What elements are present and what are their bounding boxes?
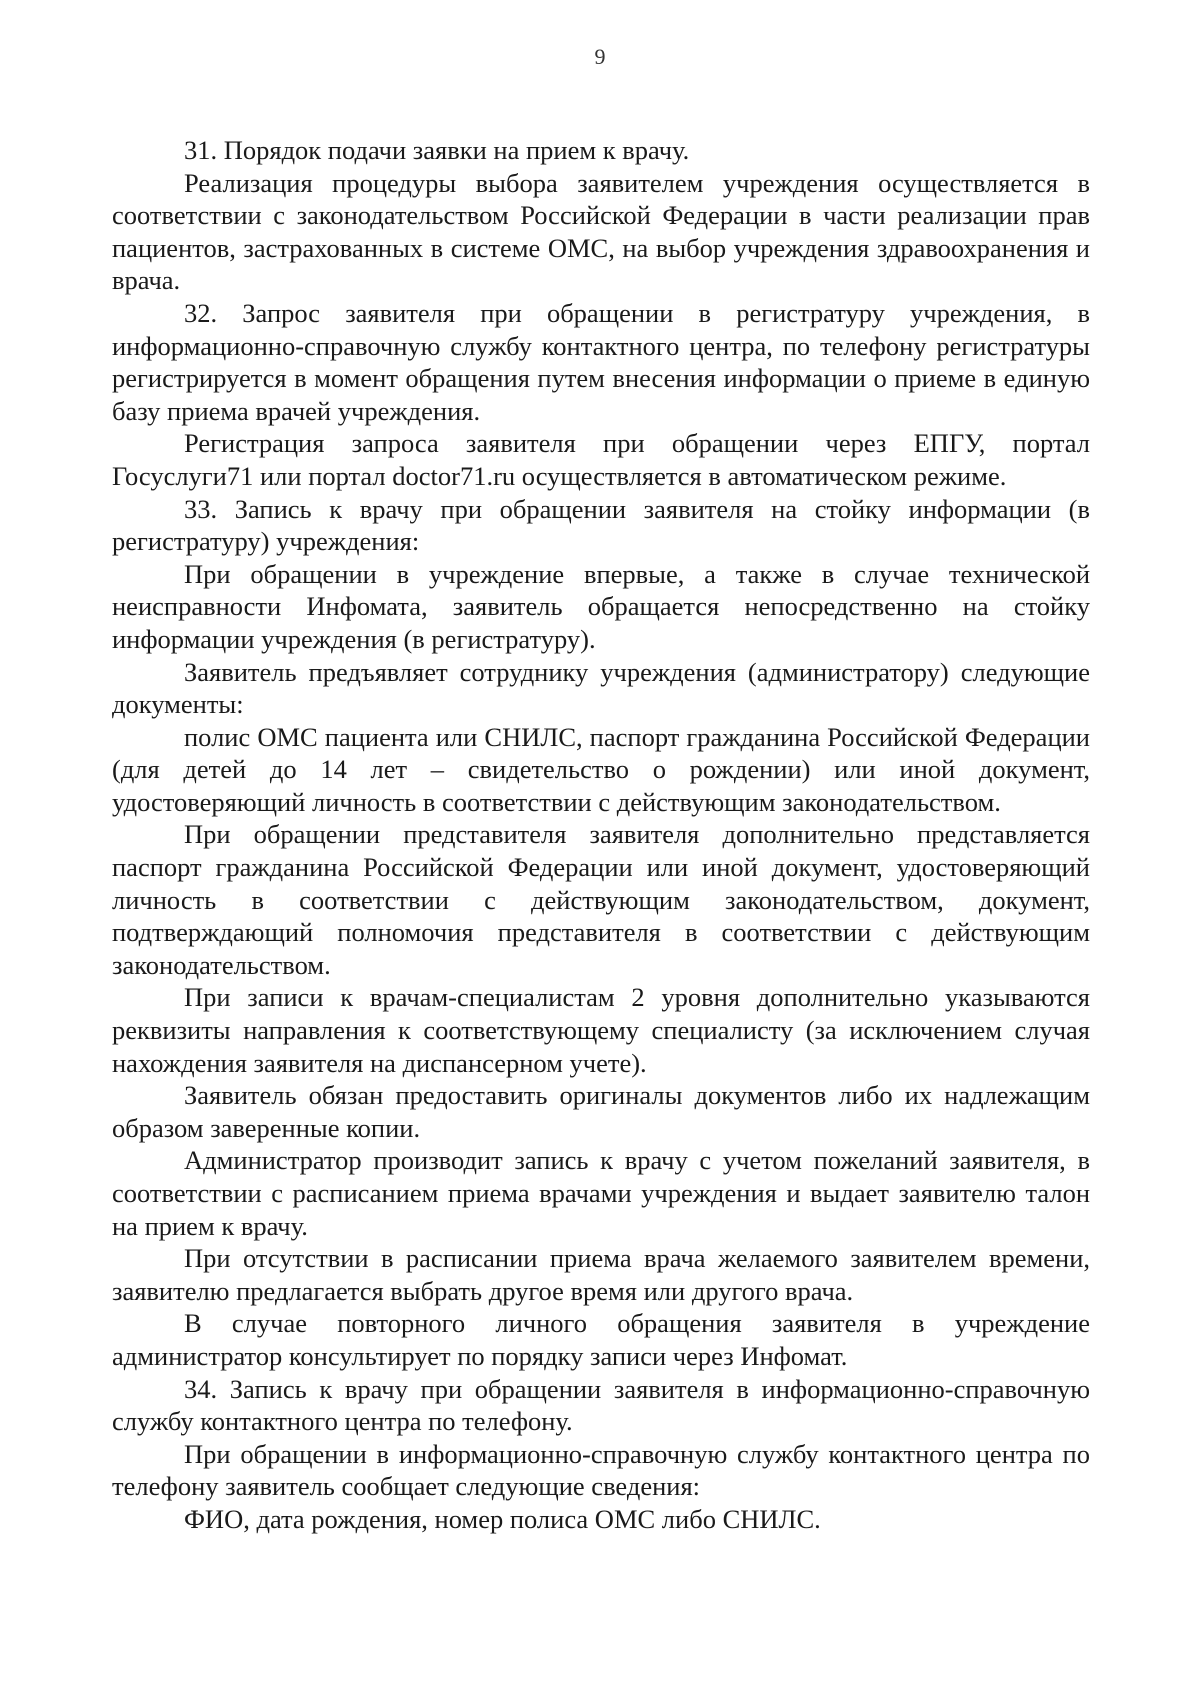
paragraph: При отсутствии в расписании приема врача желаемого заявителем времени, заявителю предлагается выбрать другое время или другого врача. — [112, 1243, 1090, 1306]
paragraph: Регистрация запроса заявителя при обращении через ЕПГУ, портал Госуслуги71 или портал doctor71.ru осуществляется в автоматическом режиме. — [112, 428, 1090, 491]
paragraph: 32. Запрос заявителя при обращении в регистратуру учреждения, в информационно-справочную службу контактного центра, по телефону регистратуры регистрируется в момент обращения путем внесения информации о приеме в единую базу приема врачей учреждения. — [112, 297, 1090, 426]
paragraph: 33. Запись к врачу при обращении заявителя на стойку информации (в регистратуру) учреждения: — [112, 493, 1090, 557]
paragraph: Реализация процедуры выбора заявителем учреждения осуществляется в соответствии с законодательством Российской Федерации в части реализации прав пациентов, застрахованных в системе ОМС, на выбор учреждения здравоохранения и врача. — [112, 167, 1090, 296]
paragraph: Заявитель предъявляет сотруднику учреждения (администратору) следующие документы: — [112, 656, 1090, 720]
paragraph: полис ОМС пациента или СНИЛС, паспорт гражданина Российской Федерации (для детей до 14 лет – свидетельство о рождении) или иной документ, удостоверяющий личность в соответствии с действующим законодательством. — [112, 721, 1090, 817]
page-number: 9 — [594, 44, 606, 69]
paragraph: В случае повторного личного обращения заявителя в учреждение администратор консультирует по порядку записи через Инфомат. — [112, 1308, 1090, 1371]
paragraph: Администратор производит запись к врачу с учетом пожеланий заявителя, в соответствии с расписанием приема врачами учреждения и выдает заявителю талон на прием к врачу. — [112, 1145, 1090, 1241]
paragraph: 31. Порядок подачи заявки на прием к врачу. — [184, 135, 690, 165]
paragraph: 34. Запись к врачу при обращении заявителя в информационно-справочную службу контактного центра по телефону. — [112, 1373, 1090, 1437]
paragraph: Заявитель обязан предоставить оригиналы документов либо их надлежащим образом заверенные копии. — [112, 1080, 1090, 1143]
paragraph: При обращении представителя заявителя дополнительно представляется паспорт гражданина Российской Федерации или иной документ, удостоверяющий личность в соответствии с действующим законодательством, документ, подтверждающий полномочия представителя в соответствии с действующим законодательством. — [112, 819, 1090, 980]
paragraph: При обращении в учреждение впервые, а также в случае технической неисправности Инфомата, заявитель обращается непосредственно на стойку информации учреждения (в регистратуру). — [112, 558, 1090, 654]
paragraph: При обращении в информационно-справочную службу контактного центра по телефону заявитель сообщает следующие сведения: — [112, 1438, 1090, 1502]
paragraph: При записи к врачам-специалистам 2 уровня дополнительно указываются реквизиты направления к соответствующему специалисту (за исключением случая нахождения заявителя на диспансерном учете). — [112, 982, 1090, 1078]
document-body — [112, 134, 1090, 1536]
paragraph: ФИО, дата рождения, номер полиса ОМС либо СНИЛС. — [184, 1503, 821, 1534]
